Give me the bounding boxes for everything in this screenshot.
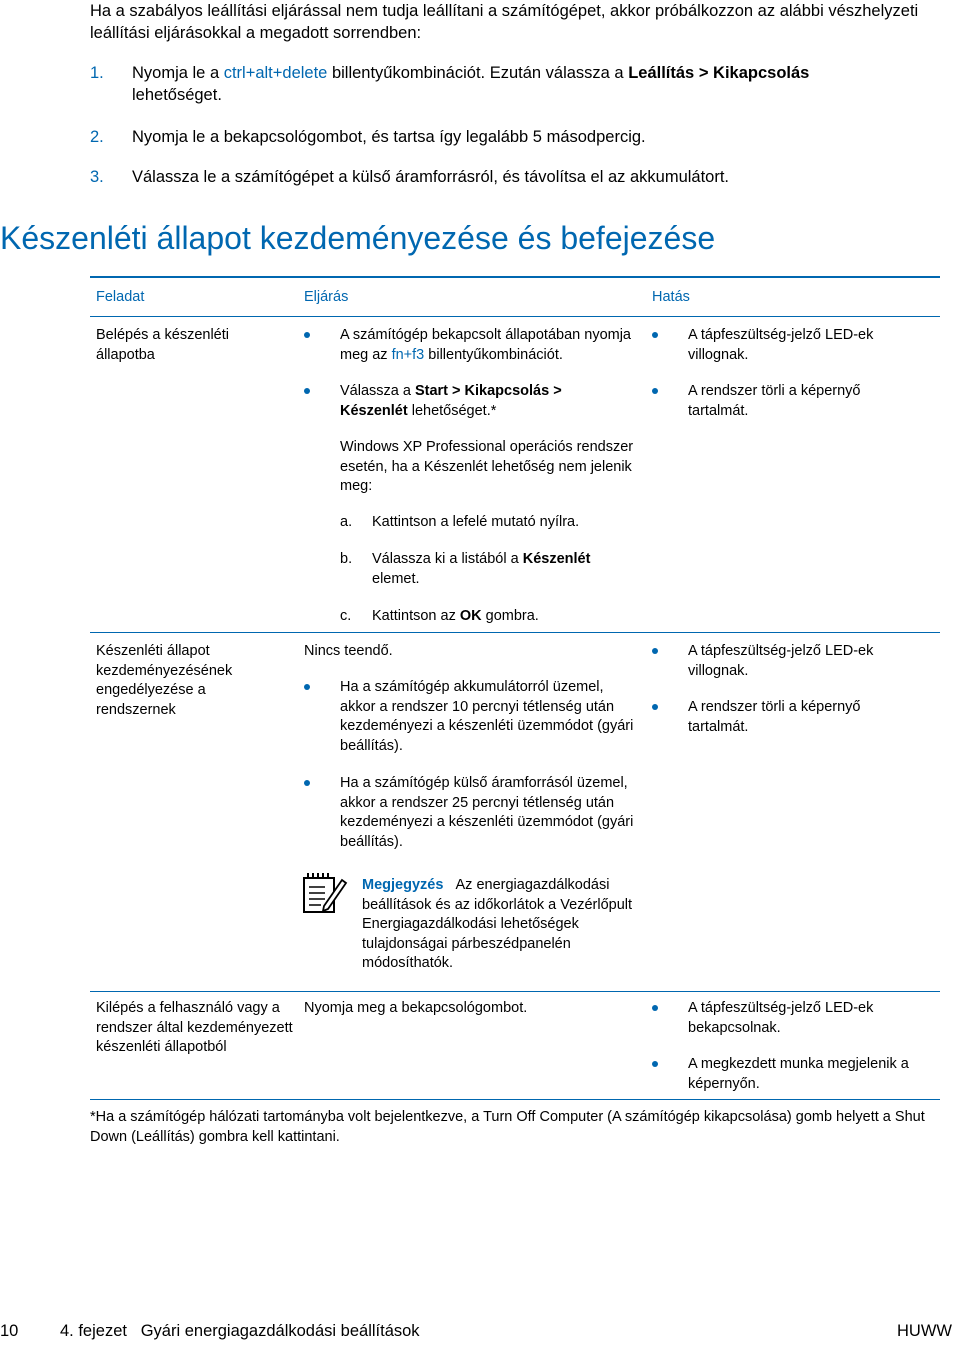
bullet-dot-icon — [652, 1061, 658, 1067]
note-box — [362, 876, 642, 974]
step-text: Nyomja le a bekapcsológombot, és tartsa így legalább 5 másodpercig. — [132, 128, 646, 146]
step-number: 2. — [90, 128, 104, 146]
footnote: *Ha a számítógép hálózati tartományba volt bejelentkezve, a Turn Off Computer (A számítógép kikapcsolása) gomb helyett a Shut Down (Leállítás) gombra kell kattintani. — [90, 1109, 925, 1145]
section-title: Készenléti állapot kezdeményezése és befejezése — [0, 220, 716, 256]
bullet-dot-icon — [652, 332, 658, 338]
step-number: 3. — [90, 168, 104, 186]
bullet-dot-icon — [652, 388, 658, 394]
step-number: 1. — [90, 64, 104, 82]
row-rule — [90, 632, 940, 633]
bullet-dot-icon — [304, 684, 310, 690]
bullet-dot-icon — [304, 780, 310, 786]
key-combo: fn+f3 — [391, 346, 425, 363]
row2-proc-intro: Nincs teendő. — [304, 643, 393, 659]
key-combo: ctrl+alt+delete — [223, 64, 328, 82]
page-number: 10 — [0, 1322, 19, 1340]
step-text: Nyomja le a ctrl+alt+delete billentyűkombinációt. Ezután válassza a Leállítás > Kikapcsolás lehetőséget. — [132, 64, 810, 104]
column-header-result: Hatás — [652, 289, 690, 305]
row3-task: Kilépés a felhasználó vagy a rendszer által kezdeményezett készenléti állapotból — [96, 1000, 293, 1055]
row1-proc-paragraph: Windows XP Professional operációs rendszer esetén, ha a Készenlét lehetőség nem jelenik meg: — [340, 439, 634, 494]
bullet-dot-icon — [304, 388, 310, 394]
chapter-title: 4. fejezet Gyári energiagazdálkodási beállítások — [60, 1322, 420, 1340]
bullet-dot-icon — [304, 332, 310, 338]
bullet-dot-icon — [652, 1005, 658, 1011]
column-header-procedure: Eljárás — [304, 289, 349, 305]
column-header-task: Feladat — [96, 289, 145, 305]
note-label: Megjegyzés — [362, 877, 444, 893]
menu-kikapcsolas: Kikapcsolás — [713, 64, 810, 82]
step-text: Válassza le a számítógépet a külső áramforrásról, és távolítsa el az akkumulátort. — [132, 168, 730, 186]
intro-paragraph: Ha a szabályos leállítási eljárással nem tudja leállítani a számítógépet, akkor próbálkozzon az alábbi vészhelyzeti leállítási eljárásokkal a megadott sorrendben: — [90, 2, 919, 42]
menu-leallitas: Leállítás — [628, 64, 695, 82]
note-text: Az energiagazdálkodási beállítások és az időkorlátok a Vezérlőpult Energiagazdálkodási lehetőségek tulajdonságai párbeszédpanelén módosíthatók. — [362, 877, 633, 971]
bullet-dot-icon — [652, 704, 658, 710]
row3-proc: Nyomja meg a bekapcsológombot. — [304, 1000, 528, 1016]
note-pad-icon — [300, 870, 348, 916]
row-rule — [90, 991, 940, 992]
brand-code: HUWW — [897, 1322, 952, 1340]
row2-task: Készenléti állapot kezdeményezésének engedélyezése a rendszernek — [96, 643, 233, 718]
table-top-rule — [90, 276, 940, 278]
table-bottom-rule — [90, 1099, 940, 1100]
row1-task: Belépés a készenléti állapotba — [96, 327, 229, 363]
bullet-dot-icon — [652, 648, 658, 654]
header-rule — [90, 316, 940, 317]
